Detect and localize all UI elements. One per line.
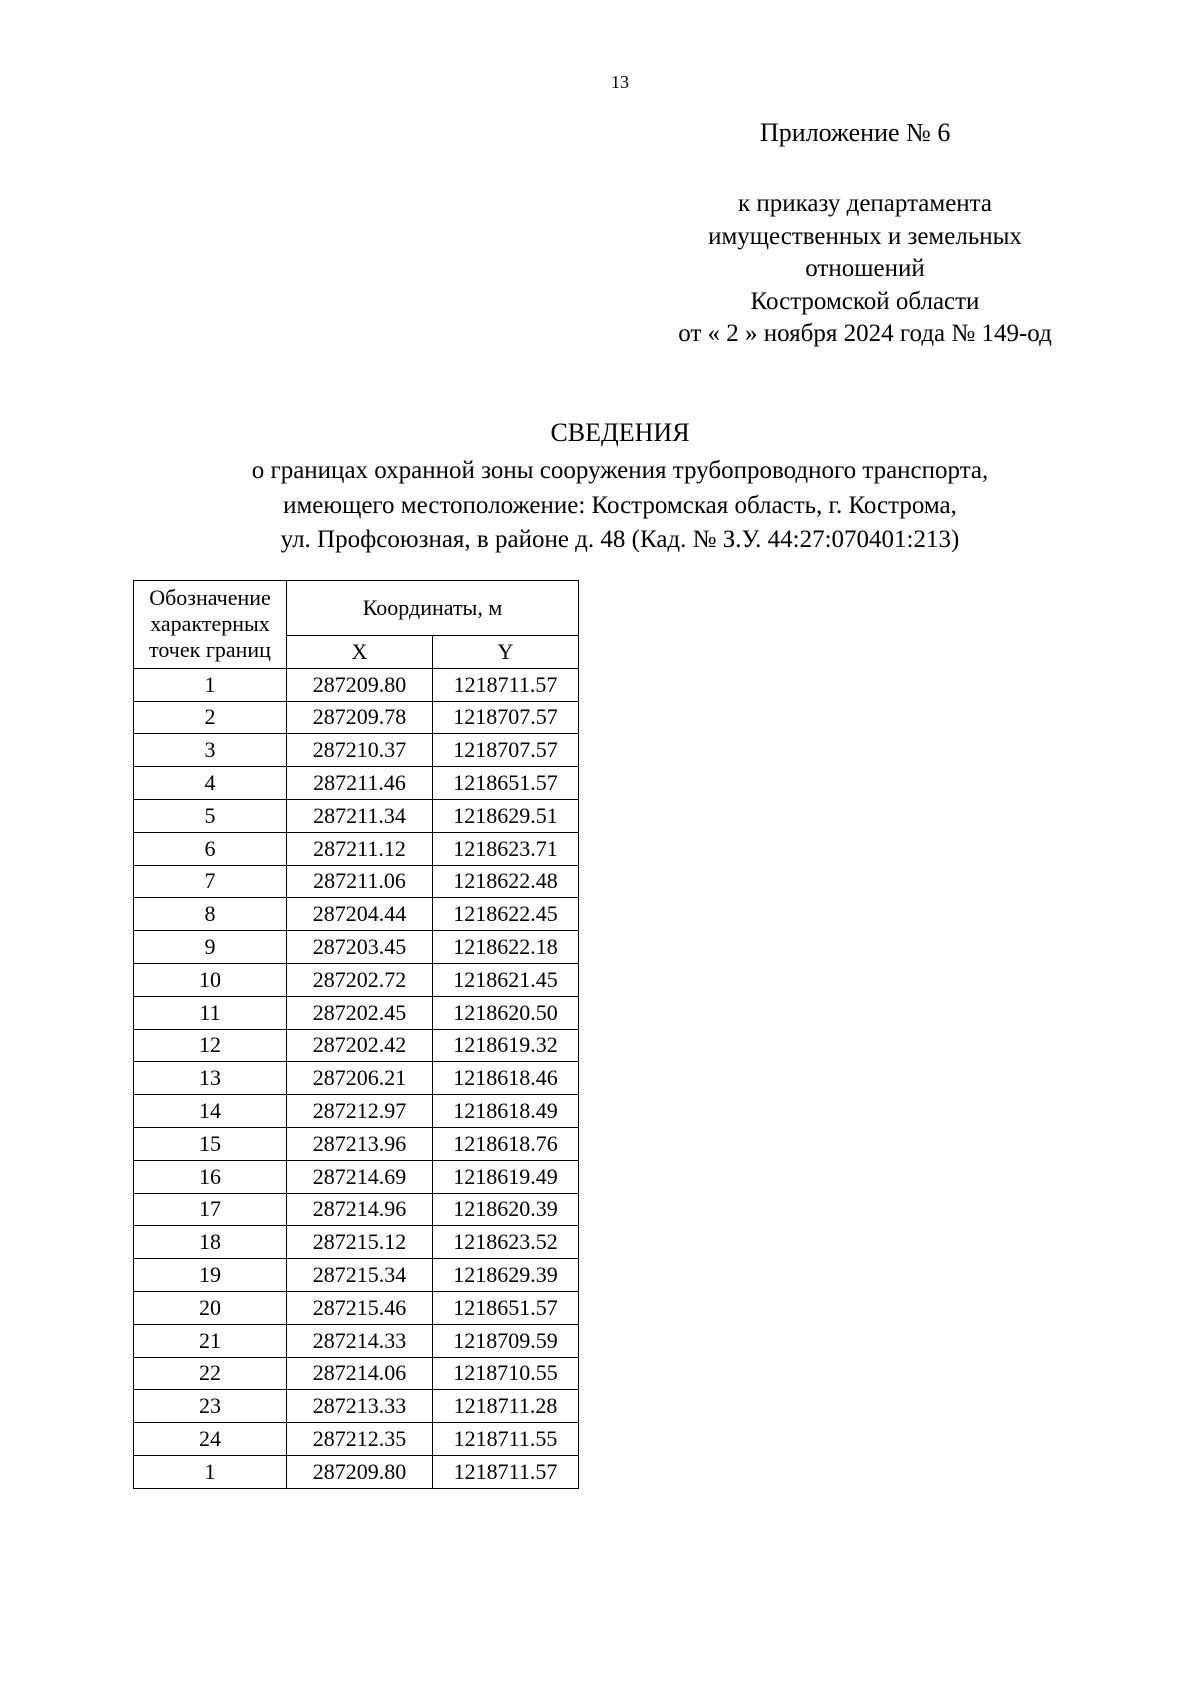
coordinates-table bbox=[133, 580, 579, 1489]
coord-x: 287202.45 bbox=[287, 996, 433, 1029]
header-coordinates: Координаты, м bbox=[287, 581, 579, 636]
header-designation bbox=[134, 581, 287, 669]
point-number: 22 bbox=[134, 1357, 287, 1390]
page-number: 13 bbox=[611, 72, 629, 92]
coord-x: 287213.33 bbox=[287, 1390, 433, 1423]
coord-x: 287214.69 bbox=[287, 1160, 433, 1193]
coord-y: 1218707.57 bbox=[433, 734, 579, 767]
coord-y: 1218623.52 bbox=[433, 1226, 579, 1259]
point-number: 7 bbox=[134, 865, 287, 898]
coord-y: 1218651.57 bbox=[433, 767, 579, 800]
coord-y: 1218622.45 bbox=[433, 898, 579, 931]
coord-y: 1218618.76 bbox=[433, 1127, 579, 1160]
coord-y: 1218620.39 bbox=[433, 1193, 579, 1226]
coord-x: 287210.37 bbox=[287, 734, 433, 767]
coord-x: 287206.21 bbox=[287, 1062, 433, 1095]
header-x: X bbox=[287, 636, 433, 669]
coord-y: 1218622.48 bbox=[433, 865, 579, 898]
table-row bbox=[134, 865, 579, 898]
header-y: Y bbox=[433, 636, 579, 669]
coord-y: 1218651.57 bbox=[433, 1291, 579, 1324]
coord-x: 287215.34 bbox=[287, 1259, 433, 1292]
approval-line: к приказу департамента bbox=[737, 190, 993, 217]
coord-x: 287209.80 bbox=[287, 668, 433, 701]
coord-x: 287212.97 bbox=[287, 1095, 433, 1128]
table-row bbox=[134, 767, 579, 800]
coord-y: 1218623.71 bbox=[433, 832, 579, 865]
point-number: 13 bbox=[134, 1062, 287, 1095]
point-number: 21 bbox=[134, 1324, 287, 1357]
point-number: 23 bbox=[134, 1390, 287, 1423]
approval-block bbox=[630, 188, 1100, 351]
point-number: 18 bbox=[134, 1226, 287, 1259]
approval-line: отношений bbox=[805, 255, 925, 282]
table-row bbox=[134, 668, 579, 701]
table-row bbox=[134, 898, 579, 931]
table-row bbox=[134, 963, 579, 996]
coord-y: 1218711.57 bbox=[433, 668, 579, 701]
point-number: 15 bbox=[134, 1127, 287, 1160]
point-number: 8 bbox=[134, 898, 287, 931]
approval-line: Костромской области bbox=[750, 287, 980, 315]
coord-y: 1218629.51 bbox=[433, 799, 579, 832]
appendix-heading: Приложение № 6 bbox=[760, 118, 951, 147]
coord-x: 287213.96 bbox=[287, 1127, 433, 1160]
point-number: 4 bbox=[134, 767, 287, 800]
coord-x: 287214.96 bbox=[287, 1193, 433, 1226]
coord-x: 287202.72 bbox=[287, 963, 433, 996]
point-number: 5 bbox=[134, 799, 287, 832]
coord-y: 1218620.50 bbox=[433, 996, 579, 1029]
coord-y: 1218619.49 bbox=[433, 1160, 579, 1193]
table-row bbox=[134, 1259, 579, 1292]
approval-line: от « 2 » ноября 2024 года № 149-од bbox=[678, 320, 1052, 347]
coord-x: 287214.06 bbox=[287, 1357, 433, 1390]
coord-y: 1218711.28 bbox=[433, 1390, 579, 1423]
coord-x: 287212.35 bbox=[287, 1423, 433, 1456]
table-row bbox=[134, 799, 579, 832]
table-row bbox=[134, 1423, 579, 1456]
document-title: СВЕДЕНИЯ bbox=[550, 418, 690, 447]
coord-y: 1218629.39 bbox=[433, 1259, 579, 1292]
coord-y: 1218622.18 bbox=[433, 931, 579, 964]
point-number: 11 bbox=[134, 996, 287, 1029]
subtitle-line: ул. Профсоюзная, в районе д. 48 (Кад. № З.У. 44:27:070401:213) bbox=[280, 526, 960, 553]
point-number: 12 bbox=[134, 1029, 287, 1062]
table-row bbox=[134, 1291, 579, 1324]
table-row bbox=[134, 1160, 579, 1193]
subtitle-line: о границах охранной зоны сооружения трубопроводного транспорта, bbox=[251, 457, 989, 484]
subtitle-line: имеющего местоположение: Костромская область, г. Кострома, bbox=[283, 491, 957, 519]
coord-x: 287203.45 bbox=[287, 931, 433, 964]
table-row bbox=[134, 996, 579, 1029]
table-row bbox=[134, 1357, 579, 1390]
table-row bbox=[134, 931, 579, 964]
point-number: 1 bbox=[134, 1455, 287, 1488]
point-number: 16 bbox=[134, 1160, 287, 1193]
header-designation-line: точек границ bbox=[149, 637, 271, 663]
coord-x: 287211.34 bbox=[287, 799, 433, 832]
header-designation-line: Обозначение bbox=[149, 585, 271, 611]
point-number: 20 bbox=[134, 1291, 287, 1324]
point-number: 3 bbox=[134, 734, 287, 767]
coord-y: 1218710.55 bbox=[433, 1357, 579, 1390]
coord-y: 1218709.59 bbox=[433, 1324, 579, 1357]
point-number: 6 bbox=[134, 832, 287, 865]
table-row bbox=[134, 1455, 579, 1488]
coord-x: 287211.06 bbox=[287, 865, 433, 898]
approval-line: имущественных и земельных bbox=[708, 222, 1022, 250]
coord-y: 1218619.32 bbox=[433, 1029, 579, 1062]
point-number: 9 bbox=[134, 931, 287, 964]
coord-x: 287209.78 bbox=[287, 701, 433, 734]
table-row bbox=[134, 734, 579, 767]
coord-y: 1218618.49 bbox=[433, 1095, 579, 1128]
coord-y: 1218711.55 bbox=[433, 1423, 579, 1456]
coord-x: 287214.33 bbox=[287, 1324, 433, 1357]
table-row bbox=[134, 1029, 579, 1062]
coord-y: 1218618.46 bbox=[433, 1062, 579, 1095]
point-number: 1 bbox=[134, 668, 287, 701]
coord-x: 287204.44 bbox=[287, 898, 433, 931]
table-row bbox=[134, 1062, 579, 1095]
coord-x: 287215.46 bbox=[287, 1291, 433, 1324]
point-number: 14 bbox=[134, 1095, 287, 1128]
coord-y: 1218621.45 bbox=[433, 963, 579, 996]
table-row bbox=[134, 1095, 579, 1128]
header-designation-line: характерных bbox=[150, 611, 270, 637]
point-number: 10 bbox=[134, 963, 287, 996]
table-row bbox=[134, 1226, 579, 1259]
coord-x: 287211.12 bbox=[287, 832, 433, 865]
table-row bbox=[134, 1193, 579, 1226]
point-number: 17 bbox=[134, 1193, 287, 1226]
coord-y: 1218707.57 bbox=[433, 701, 579, 734]
table-row bbox=[134, 1390, 579, 1423]
point-number: 2 bbox=[134, 701, 287, 734]
coord-x: 287211.46 bbox=[287, 767, 433, 800]
document-subtitle bbox=[0, 454, 1200, 558]
coord-y: 1218711.57 bbox=[433, 1455, 579, 1488]
point-number: 24 bbox=[134, 1423, 287, 1456]
table-row bbox=[134, 1324, 579, 1357]
table-row bbox=[134, 701, 579, 734]
table-row bbox=[134, 1127, 579, 1160]
table-body bbox=[134, 668, 579, 1488]
coord-x: 287202.42 bbox=[287, 1029, 433, 1062]
point-number: 19 bbox=[134, 1259, 287, 1292]
coord-x: 287209.80 bbox=[287, 1455, 433, 1488]
coord-x: 287215.12 bbox=[287, 1226, 433, 1259]
table-row bbox=[134, 832, 579, 865]
